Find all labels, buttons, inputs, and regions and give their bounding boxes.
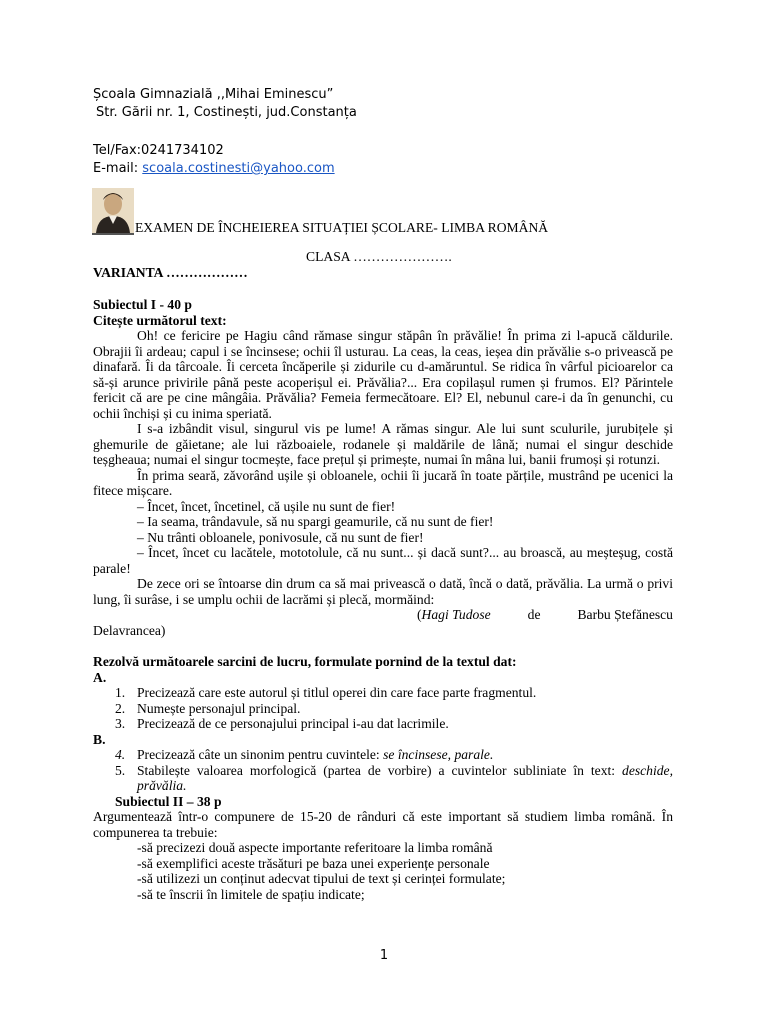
source-work-title: Hagi Tudose [421, 607, 491, 622]
task-item: 1. Precizează care este autorul și titlul operei din care face parte fragmentul. [115, 685, 537, 700]
text-source: (Hagi Tudose de Barbu Ștefănescu [417, 607, 673, 622]
phone-fax: Tel/Fax:0241734102 [93, 143, 224, 158]
school-address: Str. Gării nr. 1, Costinești, jud.Constanța [96, 105, 357, 120]
requirement-item: -să utilizezi un conținut adecvat tipului de text și cerinței formulate; [137, 871, 506, 886]
dialogue-line: – Încet, încet, încetinel, că ușile nu sunt de fier! [137, 498, 396, 514]
task-item: 5. Stabilește valoarea morfologică (partea de vorbire) a cuvintelor subliniate în text: deschide, prăvălia. [115, 762, 673, 793]
source-author: Barbu Ștefănescu [577, 607, 673, 622]
task-item: 2. Numește personajul principal. [115, 700, 301, 716]
class-field: CLASA …………………. [306, 249, 452, 264]
section-a-label: A. [93, 669, 107, 685]
dialogue-line: – Nu trânti obloanele, ponivosule, că nu sunt de fier! [137, 529, 424, 545]
section-b-label: B. [93, 731, 106, 747]
subject2-prompt: Argumentează într-o compunere de 15-20 de rânduri că este important să studiem limba română. În compunerea ta trebuie: [93, 809, 673, 840]
text-paragraph: În prima seară, zăvorând ușile și obloanele, ochii îi jucară în toate părțile, mustrând pe ucenici la fitece mișcare. [93, 467, 673, 498]
subject2-heading: Subiectul II – 38 p [115, 793, 222, 809]
tasks-intro: Rezolvă următoarele sarcini de lucru, formulate pornind de la textul dat: [93, 654, 517, 669]
subject1-heading: Subiectul I - 40 p [93, 297, 192, 312]
variant-field: VARIANTA ……………… [93, 265, 248, 280]
requirement-item: -să precizezi două aspecte importante referitoare la limba română [137, 840, 493, 855]
exam-title: EXAMEN DE ÎNCHEIEREA SITUAȚIEI ȘCOLARE- LIMBA ROMÂNĂ [135, 220, 549, 235]
email-link[interactable]: scoala.costinesti@yahoo.com [142, 161, 335, 176]
text-paragraph: I s-a izbândit visul, singurul vis pe lume! A rămas singur. Ale lui sunt sculurile, jurubițele și ghemurile de găietane; ale lui războaiele, rodanele și maldările de lână; numai el singur deschide teșgheaua; numai el singur tocmește, face prețul și primește, numai în mâna lui, banii frumoși și rotunzi. [93, 421, 673, 467]
exam-body [93, 297, 673, 902]
email-label: E-mail: [93, 161, 139, 176]
source-author-continued: Delavrancea) [93, 622, 166, 638]
task-item: 4. Precizează câte un sinonim pentru cuvintele: se încinsese, parale. [115, 747, 494, 762]
task-item: 3. Precizează de ce personajului principal i-au dat lacrimile. [115, 716, 449, 731]
school-name: Școala Gimnazială ,,Mihai Eminescu” [93, 87, 334, 102]
text-paragraph: Oh! ce fericire pe Hagiu când rămase singur stăpân în prăvălie! În prima zi l-apucă căldurile. Obrajii îi ardeau; capul i se încinsese; ochii îl usturau. La ceas, la ceas, ieșea din prăvălie s-o privească pe dinafară. Îi da târcoale. Îi cerceta încăperile și zidurile cu d-amăruntul. Se ridica în vârful picioarelor ca să-și arunce privirile până peste acoperișul ei. Prăvălia?... Era copilașul rumen și frumos. El? Părintele fericit că are pe cine mângâia. Prăvălia? Femeia fermecătoare. El? El, nebunul care-i da în genunchi, cu ochii închiși și cu inima speriată. [93, 328, 673, 421]
requirement-item: -să te înscrii în limitele de spațiu indicate; [137, 886, 365, 902]
requirement-item: -să exemplifici aceste trăsături pe baza unei experiențe personale [137, 855, 490, 871]
dialogue-line: – Încet, încet cu lacătele, mototolule, că nu sunt... și dacă sunt?... au broască, au meșteșug, costă parale! [93, 545, 673, 576]
text-paragraph: De zece ori se întoarse din drum ca să mai privească o dată, încă o dată, prăvălia. La urmă o privi lung, îi surâse, i se umplu ochii de lacrămi și plecă, mormăind: [93, 576, 673, 607]
dialogue-line: – Ia seama, trândavule, să nu spargi geamurile, că nu sunt de fier! [137, 514, 494, 529]
eminescu-portrait [92, 188, 134, 235]
page-number: 1 [379, 948, 389, 963]
subject1-instruction: Citește următorul text: [93, 312, 227, 328]
email-line [93, 160, 335, 178]
